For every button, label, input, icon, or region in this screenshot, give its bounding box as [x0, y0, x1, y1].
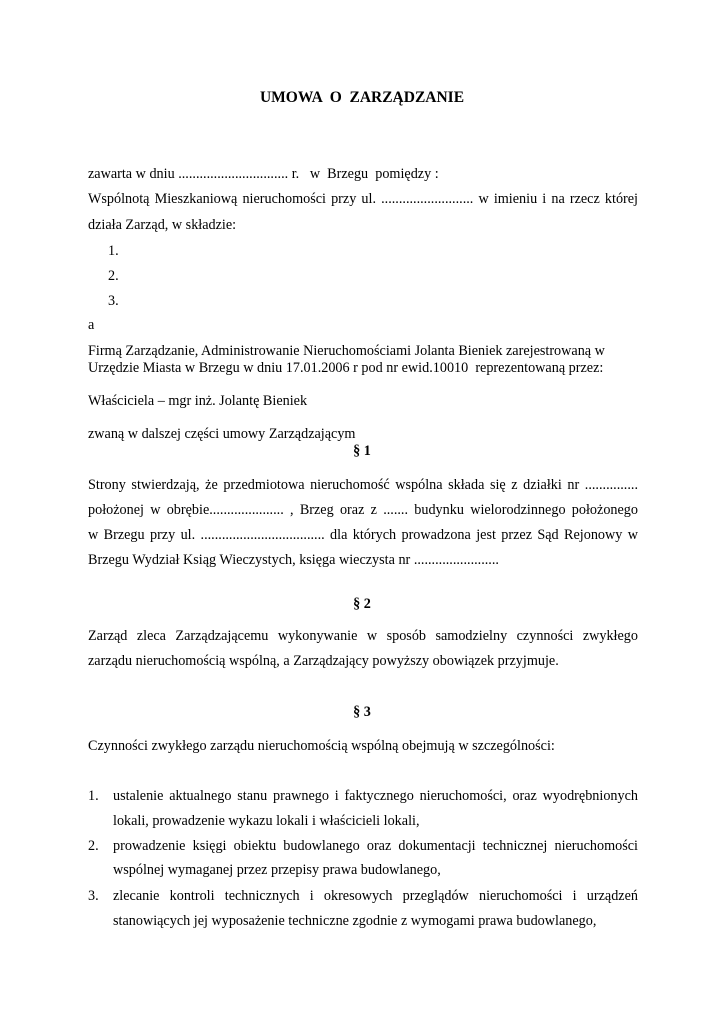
section-3-intro: Czynności zwykłego zarządu nieruchomością wspólną obejmują w szczególności:: [88, 738, 555, 754]
list-item-3-line-2: stanowiących jej wyposażenie techniczne zgodnie z wymogami prawa budowlanego,: [113, 913, 597, 929]
conjunction-a: a: [88, 317, 95, 333]
list-item-2-number: 2.: [88, 838, 99, 854]
section-2-heading: § 2: [353, 596, 371, 612]
intro-line-board: działa Zarząd, w składzie:: [88, 217, 237, 233]
list-item-3-number: 3.: [88, 888, 99, 904]
list-item-2-line-2: wspólnej wymaganej przez przepisy prawa budowlanego,: [113, 862, 441, 878]
called-line: zwaną w dalszej części umowy Zarządzającym: [88, 426, 356, 442]
section-1-line-4: Brzegu Wydział Ksiąg Wieczystych, księga wieczysta nr ........................: [88, 552, 499, 568]
list-item-2-line-1: prowadzenie księgi obiektu budowlanego oraz dokumentacji technicznej nieruchomości: [113, 838, 638, 854]
section-1-line-1: Strony stwierdzają, że przedmiotowa nieruchomość wspólna składa się z działki nr ...............: [88, 477, 638, 493]
intro-line-date: zawarta w dniu ............................... r. w Brzegu pomiędzy :: [88, 166, 439, 182]
board-member-2: 2.: [108, 268, 119, 284]
board-member-3: 3.: [108, 293, 119, 309]
section-1-line-2: położonej w obrębie..................... , Brzeg oraz z ....... budynku wielorodzinnego położonego: [88, 502, 638, 518]
section-2-line-2: zarządu nieruchomością wspólną, a Zarządzający powyższy obowiązek przyjmuje.: [88, 653, 559, 669]
firm-line-1: Firmą Zarządzanie, Administrowanie Nieruchomościami Jolanta Bieniek zarejestrowaną w: [88, 343, 605, 359]
board-member-1: 1.: [108, 243, 119, 259]
owner-line: Właściciela – mgr inż. Jolantę Bieniek: [88, 393, 308, 409]
section-2-line-1: Zarząd zleca Zarządzającemu wykonywanie w sposób samodzielny czynności zwykłego: [88, 628, 638, 644]
section-3-heading: § 3: [353, 704, 371, 720]
intro-line-community: Wspólnotą Mieszkaniową nieruchomości przy ul. .......................... w imieniu i na rzecz której: [88, 191, 638, 207]
document-title: UMOWA O ZARZĄDZANIE: [259, 89, 465, 106]
firm-line-2: Urzędzie Miasta w Brzegu w dniu 17.01.2006 r pod nr ewid.10010 reprezentowaną przez:: [88, 360, 604, 376]
list-item-3-line-1: zlecanie kontroli technicznych i okresowych przeglądów nieruchomości i urządzeń: [113, 888, 638, 904]
section-1-line-3: w Brzegu przy ul. ................................... dla których prowadzona jest przez Sąd Rejonowy w: [88, 527, 638, 543]
list-item-1-line-2: lokali, prowadzenie wykazu lokali i właścicieli lokali,: [113, 813, 420, 829]
list-item-1-number: 1.: [88, 788, 99, 804]
section-1-heading: § 1: [353, 443, 371, 459]
list-item-1-line-1: ustalenie aktualnego stanu prawnego i faktycznego nieruchomości, oraz wyodrębnionych: [113, 788, 638, 804]
